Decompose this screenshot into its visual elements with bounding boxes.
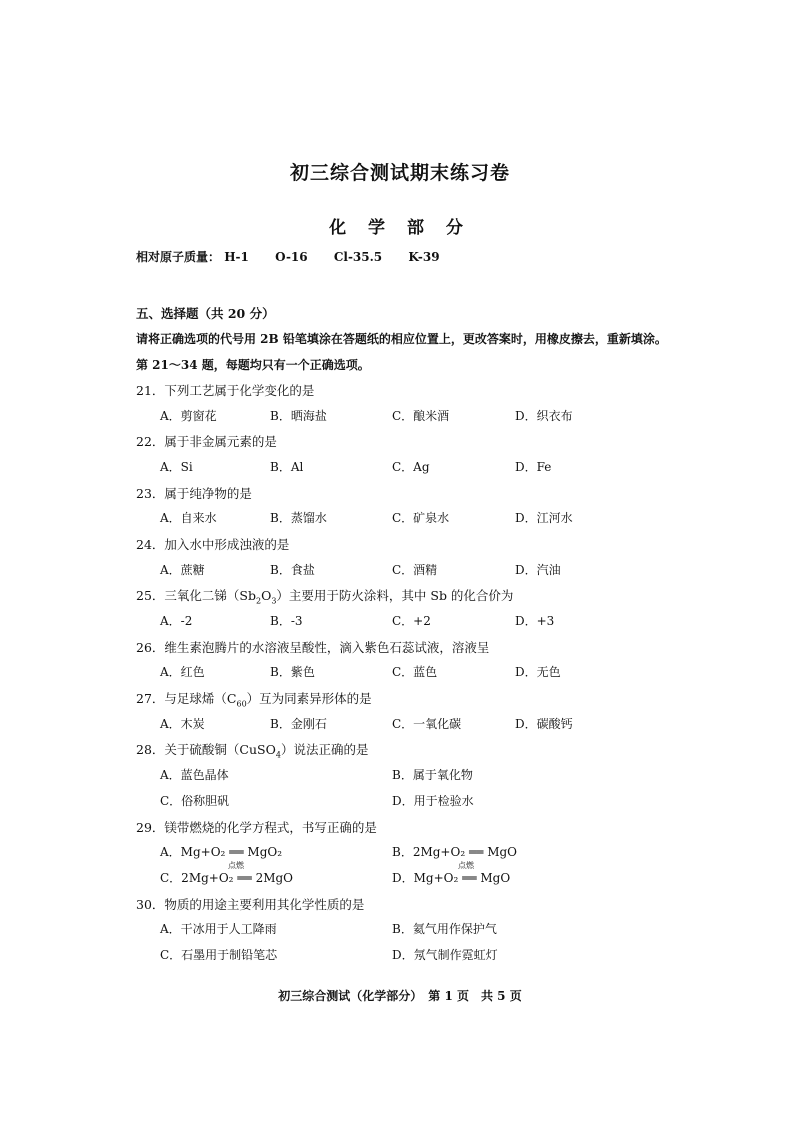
q30-option-a: A．干冰用于人工降雨 [160, 922, 277, 936]
q29-option-d: D．Mg+O₂ ══ MgO [392, 871, 511, 885]
q28-option-b: B．属于氧化物 [392, 768, 473, 782]
atomic-mass-o: O-16 [275, 250, 308, 264]
q27-option-a: A．木炭 [160, 717, 205, 731]
q21-option-c: C．酿米酒 [392, 409, 450, 423]
q25-option-b: B．-3 [270, 614, 303, 628]
question-22-stem: 22．属于非金属元素的是 [136, 434, 277, 449]
q23-option-c: C．矿泉水 [392, 511, 450, 525]
question-30-stem: 30．物质的用途主要利用其化学性质的是 [136, 897, 365, 912]
q24-option-c: C．酒精 [392, 563, 438, 577]
instruction-2: 第 21～34 题，每题均只有一个正确选项。 [136, 358, 370, 372]
q28-option-c: C．俗称胆矾 [160, 794, 230, 808]
q22-option-d: D．Fe [515, 460, 552, 474]
section-subtitle: 化 学 部 分 [329, 218, 471, 238]
question-28-stem: 28．关于硫酸铜（CuSO$_4$）说法正确的是 [136, 742, 369, 760]
atomic-mass-k: K-39 [408, 250, 440, 264]
atomic-mass-h: H-1 [224, 250, 249, 264]
q27-option-d: D．碳酸钙 [515, 717, 573, 731]
q28-option-a: A．蓝色晶体 [160, 768, 229, 782]
q22-option-b: B．Al [270, 460, 304, 474]
q24-option-d: D．汽油 [515, 563, 561, 577]
atomic-masses-label: 相对原子质量： [136, 250, 221, 264]
q25-option-c: C．+2 [392, 614, 431, 628]
q28-option-d: D．用于检验水 [392, 794, 474, 808]
q23-option-d: D．江河水 [515, 511, 573, 525]
page-footer: 初三综合测试（化学部分） 第 1 页 共 5 页 [278, 989, 522, 1003]
q27-option-b: B．金刚石 [270, 717, 327, 731]
q21-option-a: A．剪窗花 [160, 409, 217, 423]
q29-option-c: C．2Mg+O₂ ══ 2MgO [160, 871, 294, 885]
question-21-stem: 21．下列工艺属于化学变化的是 [136, 383, 315, 398]
q22-option-a: A．Si [160, 460, 193, 474]
question-29-stem: 29．镁带燃烧的化学方程式，书写正确的是 [136, 820, 377, 835]
q29-option-b: B．2Mg+O₂ ══ MgO [392, 845, 518, 859]
q21-option-b: B．晒海盐 [270, 409, 327, 423]
q30-option-b: B．氦气用作保护气 [392, 922, 497, 936]
page-title: 初三综合测试期末练习卷 [289, 162, 510, 184]
atomic-masses [136, 248, 462, 265]
q26-option-b: B．紫色 [270, 665, 315, 679]
q26-option-c: C．蓝色 [392, 665, 438, 679]
q29-d-condition: 点燃 [458, 861, 474, 870]
question-26-stem: 26．维生素泡腾片的水溶液呈酸性，滴入紫色石蕊试液，溶液呈 [136, 640, 490, 655]
question-24-stem: 24．加入水中形成浊液的是 [136, 537, 290, 552]
q27-option-c: C．一氧化碳 [392, 717, 462, 731]
q24-option-a: A．蔗糖 [160, 563, 205, 577]
q24-option-b: B．食盐 [270, 563, 315, 577]
question-25-stem: 25．三氧化二锑$(Sb_2O_3)$主要用于防火涂料，其中 Sb 的化合价为 [136, 588, 514, 606]
q26-option-a: A．红色 [160, 665, 205, 679]
q30-option-d: D．氖气制作霓虹灯 [392, 948, 498, 962]
question-23-stem: 23．属于纯净物的是 [136, 486, 252, 501]
q22-option-c: C．Ag [392, 460, 430, 474]
instruction-1: 请将正确选项的代号用 2B 铅笔填涂在答题纸的相应位置上，更改答案时，用橡皮擦去，重新填涂。 [136, 332, 667, 346]
question-27-stem: 27．与足球烯$(C_{60})$互为同素异形体的是 [136, 691, 372, 709]
q25-option-d: D．+3 [515, 614, 555, 628]
q29-c-condition: 点燃 [228, 861, 244, 870]
q30-option-c: C．石墨用于制铅笔芯 [160, 948, 278, 962]
q21-option-d: D．织衣布 [515, 409, 573, 423]
q23-option-b: B．蒸馏水 [270, 511, 327, 525]
section-title: 五、选择题（共 20 分） [136, 306, 275, 321]
q26-option-d: D．无色 [515, 665, 561, 679]
q29-option-a: A．Mg+O₂ ══ MgO₂ [160, 845, 283, 859]
q23-option-a: A．自来水 [160, 511, 217, 525]
q25-option-a: A．-2 [160, 614, 193, 628]
atomic-mass-cl: Cl-35.5 [333, 250, 383, 264]
